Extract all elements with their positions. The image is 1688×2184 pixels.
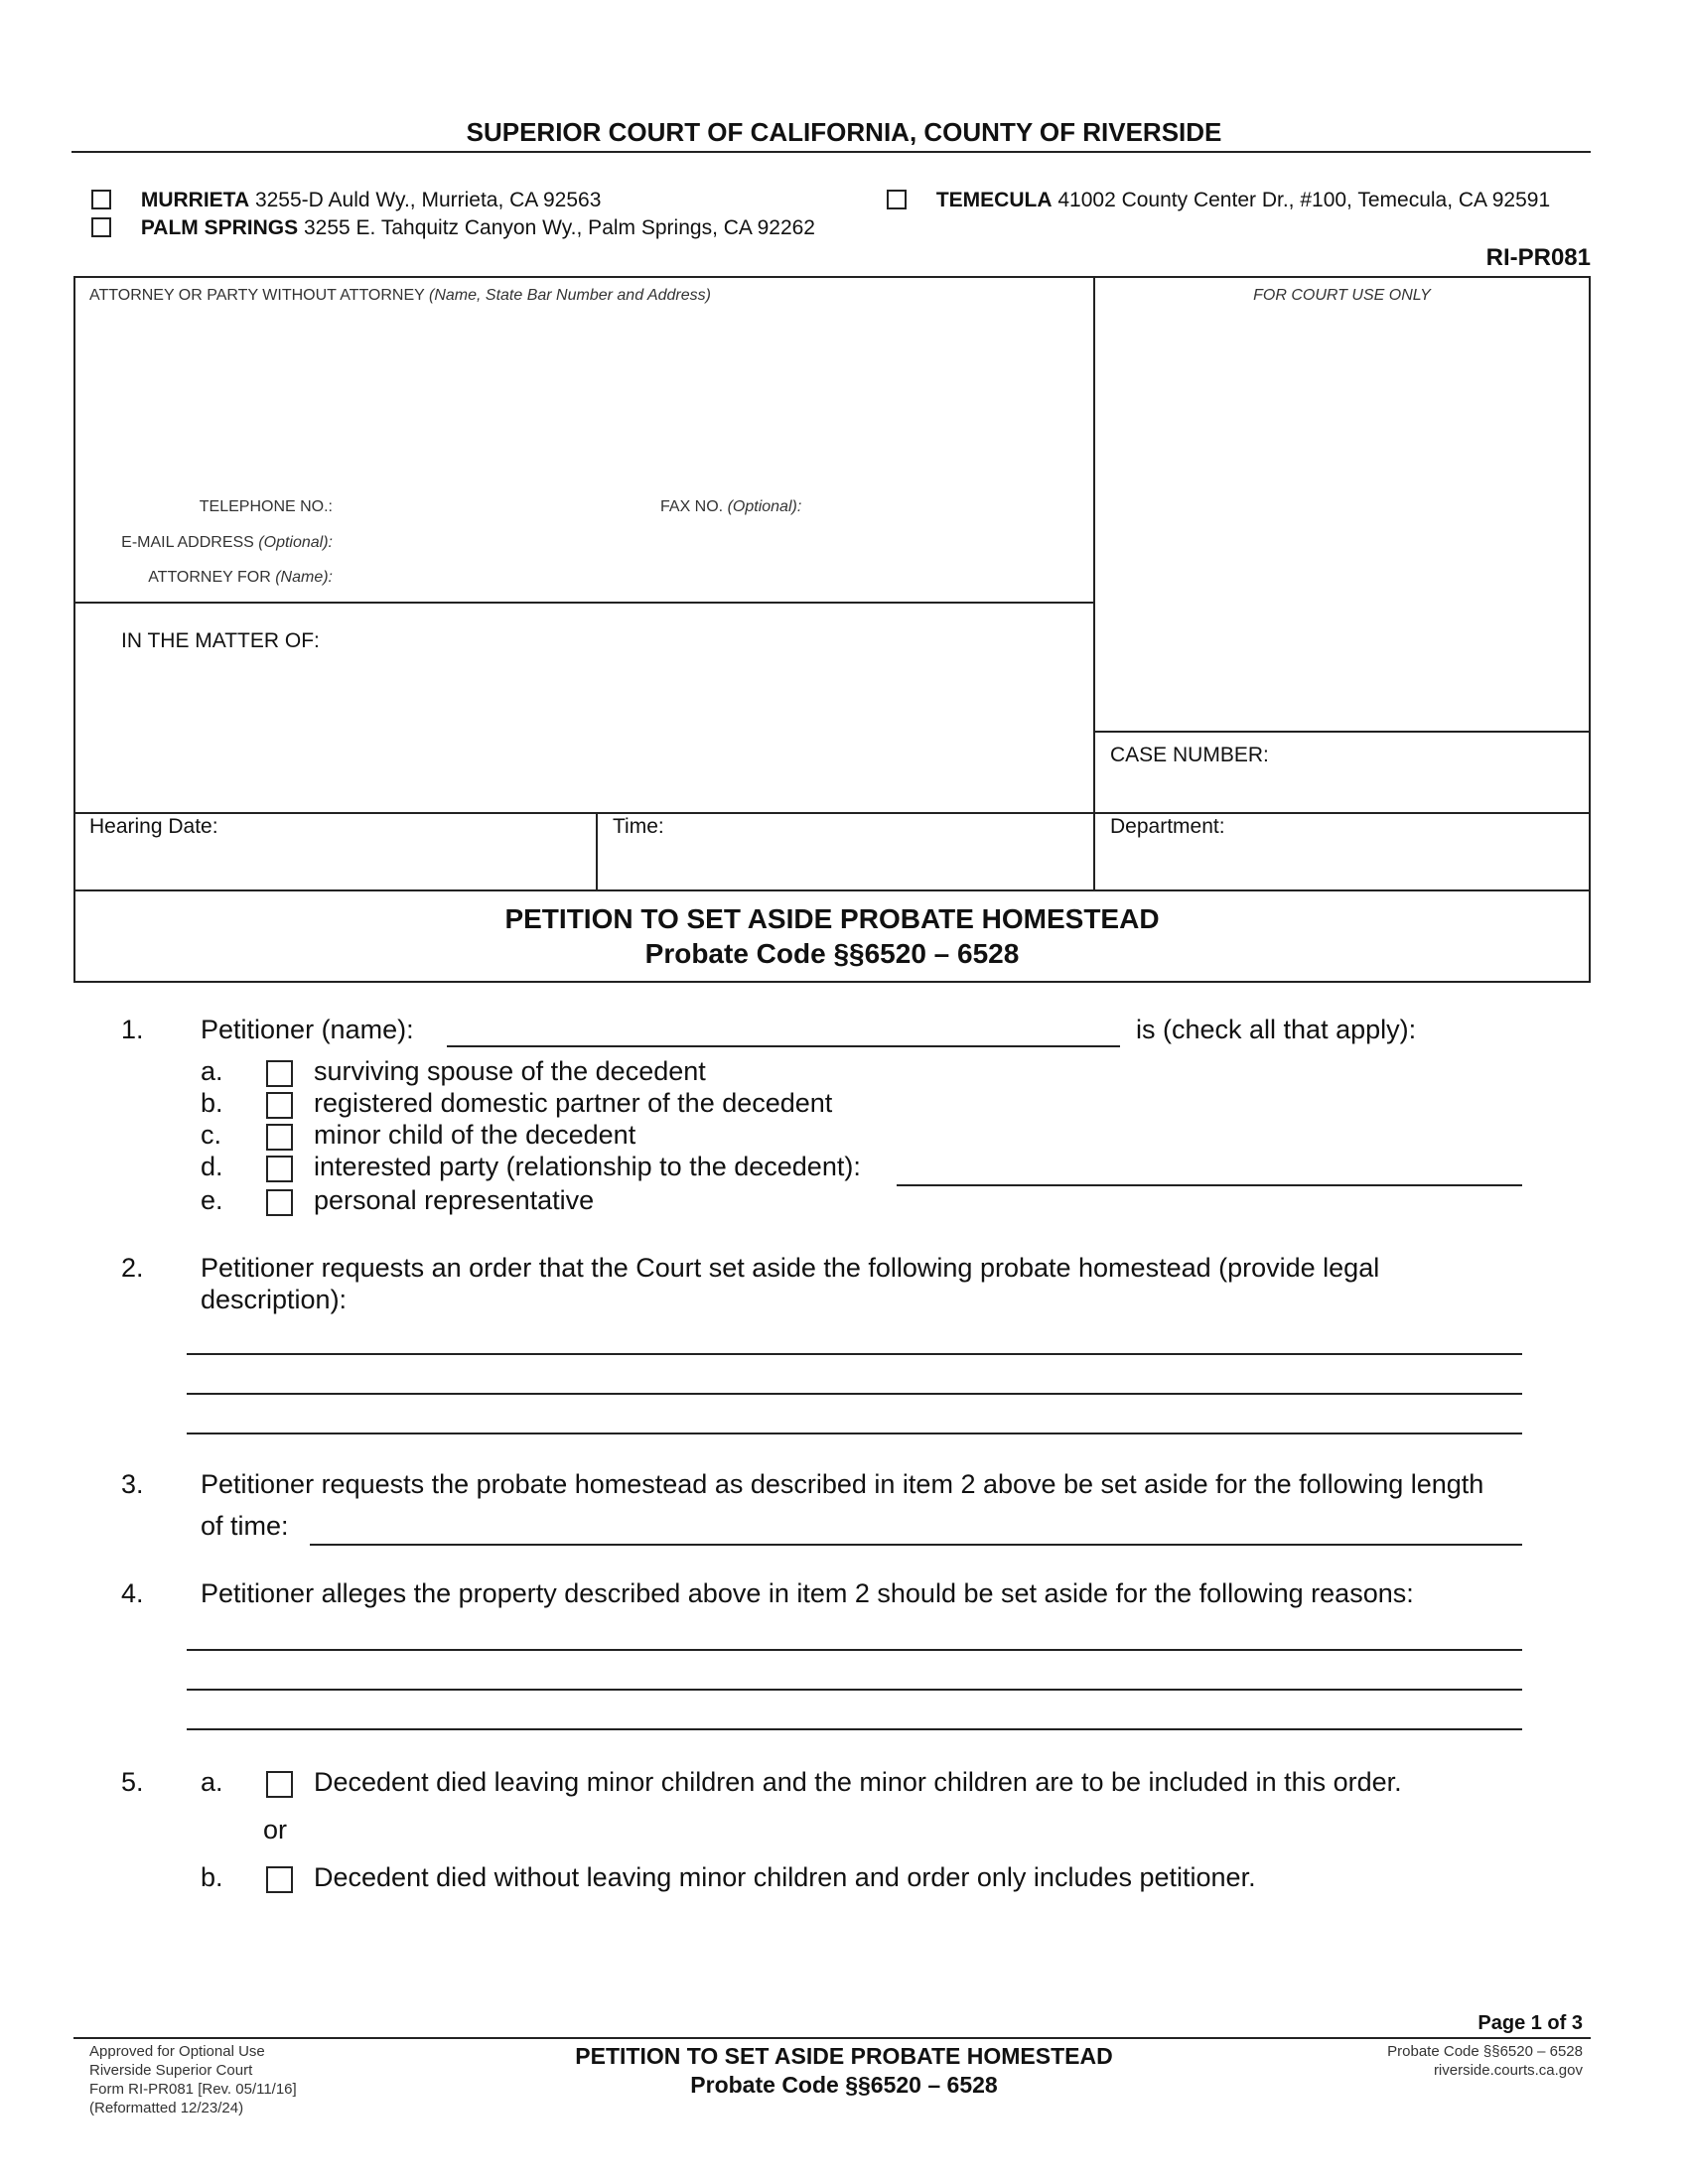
item5-b-text: Decedent died without leaving minor children and order only includes petitioner. (314, 1862, 1256, 1892)
item3-text-line2: of time: (201, 1511, 289, 1541)
option-e-text: personal representative (314, 1185, 595, 1215)
reasons-line-2[interactable] (187, 1689, 1522, 1691)
fax-label: FAX NO. (Optional): (660, 498, 802, 515)
divider-vertical (1093, 276, 1095, 891)
legal-description-line-2[interactable] (187, 1393, 1522, 1395)
legal-description-line-3[interactable] (187, 1433, 1522, 1434)
court-use-label: FOR COURT USE ONLY (1253, 287, 1431, 304)
option-d-text: interested party (relationship to the decedent): (314, 1152, 861, 1181)
hearing-date-label: Hearing Date: (89, 815, 218, 838)
option-b-letter: b. (201, 1088, 223, 1118)
matter-label: IN THE MATTER OF: (121, 629, 320, 652)
footer-left-line: Form RI-PR081 [Rev. 05/11/16] (89, 2081, 297, 2098)
option-b-text: registered domestic partner of the decedent (314, 1088, 833, 1118)
item5-number: 5. (121, 1767, 144, 1797)
location-address: 3255-D Auld Wy., Murrieta, CA 92563 (254, 189, 602, 211)
item4-text: Petitioner alleges the property described above in item 2 should be set aside for the following reasons: (201, 1578, 1414, 1608)
item1-suffix: is (check all that apply): (1136, 1015, 1417, 1044)
divider-case (1093, 731, 1591, 733)
divider-title (73, 889, 1591, 891)
item4-number: 4. (121, 1578, 144, 1608)
murrieta-checkbox[interactable] (91, 190, 111, 209)
location-name: PALM SPRINGS (140, 216, 299, 239)
petitioner-name-field[interactable] (447, 1045, 1120, 1047)
footer-right-line: riverside.courts.ca.gov (1433, 2062, 1583, 2079)
option-a-text: surviving spouse of the decedent (314, 1056, 706, 1086)
footer-title: PETITION TO SET ASIDE PROBATE HOMESTEAD (575, 2043, 1113, 2069)
option-a-checkbox[interactable] (266, 1060, 293, 1087)
length-of-time-field[interactable] (310, 1544, 1522, 1546)
option-a-letter: a. (201, 1056, 223, 1086)
item1-number: 1. (121, 1015, 144, 1044)
item5-a-letter: a. (201, 1767, 223, 1797)
item5-or: or (263, 1815, 288, 1844)
footer-right-line: Probate Code §§6520 – 6528 (1387, 2043, 1583, 2060)
option-d-checkbox[interactable] (266, 1156, 293, 1182)
legal-description-line-1[interactable] (187, 1353, 1522, 1355)
option-d-letter: d. (201, 1152, 223, 1181)
department-label: Department: (1110, 815, 1225, 838)
palm-springs-checkbox[interactable] (91, 217, 111, 237)
court-title: SUPERIOR COURT OF CALIFORNIA, COUNTY OF RIVERSIDE (466, 117, 1222, 147)
footer-left-line: (Reformatted 12/23/24) (89, 2100, 244, 2116)
item5-b-letter: b. (201, 1862, 223, 1892)
footer-left-line: Riverside Superior Court (89, 2062, 253, 2079)
location-address: 3255 E. Tahquitz Canyon Wy., Palm Springs, CA 92262 (303, 216, 815, 239)
location-name: MURRIETA (140, 189, 250, 211)
form-title: PETITION TO SET ASIDE PROBATE HOMESTEAD (504, 903, 1160, 934)
header-rule (71, 151, 1591, 153)
attorney-label: ATTORNEY OR PARTY WITHOUT ATTORNEY (Name, State Bar Number and Address) (89, 287, 711, 304)
temecula-checkbox[interactable] (887, 190, 907, 209)
telephone-label: TELEPHONE NO.: (199, 498, 333, 515)
item5-b-checkbox[interactable] (266, 1866, 293, 1893)
divider-hearing (73, 812, 1591, 814)
reasons-line-1[interactable] (187, 1649, 1522, 1651)
location-palm-springs (91, 216, 815, 240)
email-label: E-MAIL ADDRESS (Optional): (121, 534, 333, 551)
item2-text-line2: description): (201, 1285, 348, 1314)
option-c-text: minor child of the decedent (314, 1120, 636, 1150)
location-temecula (887, 189, 1550, 212)
item3-text-line1: Petitioner requests the probate homestead as described in item 2 above be set aside for the following length (201, 1469, 1484, 1499)
option-b-checkbox[interactable] (266, 1092, 293, 1119)
option-e-checkbox[interactable] (266, 1189, 293, 1216)
form-id: RI-PR081 (1485, 244, 1591, 271)
location-murrieta (91, 189, 601, 212)
reasons-line-3[interactable] (187, 1728, 1522, 1730)
item5-a-text: Decedent died leaving minor children and the minor children are to be included in this order. (314, 1767, 1402, 1797)
divider-attorney (73, 602, 1094, 604)
footer-left-line: Approved for Optional Use (89, 2043, 265, 2060)
item5-a-checkbox[interactable] (266, 1771, 293, 1798)
footer-subtitle: Probate Code §§6520 – 6528 (690, 2072, 998, 2098)
location-name: TEMECULA (935, 189, 1053, 211)
item3-number: 3. (121, 1469, 144, 1499)
page-number: Page 1 of 3 (1477, 2012, 1583, 2034)
form-subtitle: Probate Code §§6520 – 6528 (644, 938, 1020, 969)
item2-number: 2. (121, 1253, 144, 1283)
divider-time (596, 812, 598, 891)
option-c-checkbox[interactable] (266, 1124, 293, 1151)
item1-label: Petitioner (name): (201, 1015, 414, 1044)
time-label: Time: (613, 815, 664, 838)
option-c-letter: c. (201, 1120, 222, 1150)
option-e-letter: e. (201, 1185, 223, 1215)
item2-text-line1: Petitioner requests an order that the Court set aside the following probate homestead (provide legal (201, 1253, 1380, 1283)
footer-rule (73, 2037, 1591, 2039)
attorney-for-label: ATTORNEY FOR (Name): (148, 569, 333, 586)
relationship-field[interactable] (897, 1184, 1522, 1186)
footer-right (1387, 2042, 1583, 2080)
case-number-label: CASE NUMBER: (1110, 744, 1269, 766)
location-address: 41002 County Center Dr., #100, Temecula, CA 92591 (1057, 189, 1551, 211)
